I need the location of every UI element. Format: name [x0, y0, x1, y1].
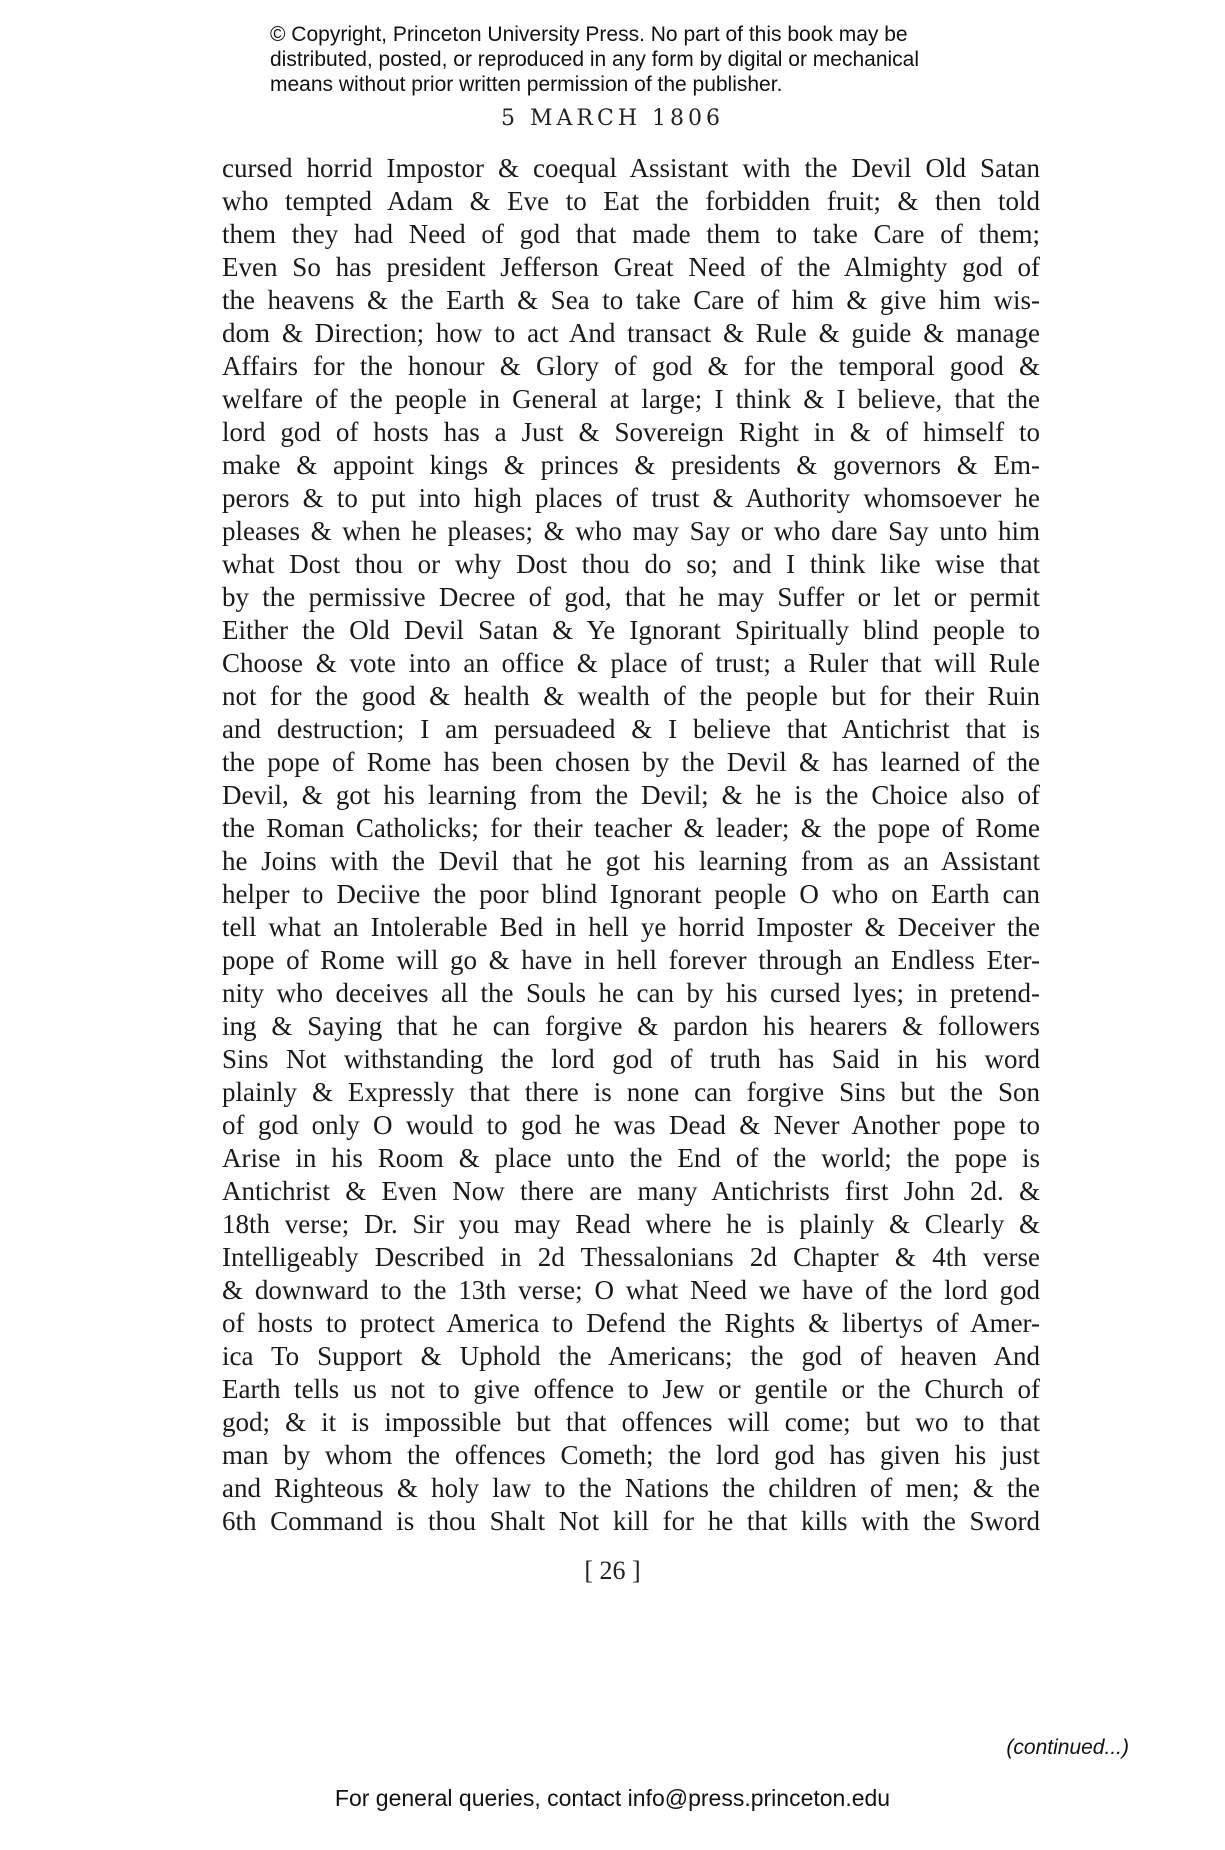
copyright-notice	[270, 22, 1030, 97]
page-number: [ 26 ]	[584, 1556, 641, 1585]
body-line: Devil, & got his learning from the Devil; & he is the Choice also of	[222, 780, 1040, 810]
body-line: 6th Command is thou Shalt Not kill for he that kills with the Sword	[222, 1506, 1040, 1536]
body-line: ica To Support & Uphold the Americans; the god of heaven And	[222, 1341, 1040, 1371]
copyright-line: means without prior written permission of the publisher.	[270, 73, 783, 96]
body-line: Either the Old Devil Satan & Ye Ignorant Spiritually blind people to	[222, 615, 1040, 645]
body-line: helper to Deciive the poor blind Ignorant people O who on Earth can	[222, 879, 1040, 909]
body-line: by the permissive Decree of god, that he may Suffer or let or permit	[222, 582, 1040, 612]
body-line: cursed horrid Impostor & coequal Assistant with the Devil Old Satan	[222, 153, 1040, 183]
letter-body	[222, 152, 1040, 1538]
body-line: not for the good & health & wealth of the people but for their Ruin	[222, 681, 1040, 711]
body-line: who tempted Adam & Eve to Eat the forbidden fruit; & then told	[222, 186, 1040, 216]
body-line: and destruction; I am persuadeed & I believe that Antichrist that is	[222, 714, 1040, 744]
body-line: lord god of hosts has a Just & Sovereign Right in & of himself to	[222, 417, 1040, 447]
body-line: the heavens & the Earth & Sea to take Care of him & give him wis-	[222, 285, 1040, 315]
body-line: them they had Need of god that made them to take Care of them;	[222, 219, 1040, 249]
body-line: 18th verse; Dr. Sir you may Read where he is plainly & Clearly &	[222, 1209, 1040, 1239]
body-line: tell what an Intolerable Bed in hell ye horrid Imposter & Deceiver the	[222, 912, 1040, 942]
body-line: make & appoint kings & princes & presidents & governors & Em-	[222, 450, 1040, 480]
body-line: perors & to put into high places of trust & Authority whomsoever he	[222, 483, 1040, 513]
body-line: man by whom the offences Cometh; the lord god has given his just	[222, 1440, 1040, 1470]
body-line: Choose & vote into an office & place of trust; a Ruler that will Rule	[222, 648, 1040, 678]
body-line: Even So has president Jefferson Great Need of the Almighty god of	[222, 252, 1040, 282]
body-line: plainly & Expressly that there is none can forgive Sins but the Son	[222, 1077, 1040, 1107]
body-line: pope of Rome will go & have in hell forever through an Endless Eter-	[222, 945, 1040, 975]
body-line: Antichrist & Even Now there are many Antichrists first John 2d. &	[222, 1176, 1040, 1206]
copyright-line: distributed, posted, or reproduced in any form by digital or mechanical	[270, 48, 920, 71]
body-line: pleases & when he pleases; & who may Say or who dare Say unto him	[222, 516, 1040, 546]
body-line: of god only O would to god he was Dead & Never Another pope to	[222, 1110, 1040, 1140]
body-line: dom & Direction; how to act And transact & Rule & guide & manage	[222, 318, 1040, 348]
body-line: Arise in his Room & place unto the End of the world; the pope is	[222, 1143, 1040, 1173]
body-line: what Dost thou or why Dost thou do so; and I think like wise that	[222, 549, 1040, 579]
body-line: the Roman Catholicks; for their teacher & leader; & the pope of Rome	[222, 813, 1040, 843]
body-line: welfare of the people in General at large; I think & I believe, that the	[222, 384, 1040, 414]
continued-note: (continued...)	[1006, 1736, 1129, 1759]
body-line: ing & Saying that he can forgive & pardon his hearers & followers	[222, 1011, 1040, 1041]
body-line: Intelligeably Described in 2d Thessalonians 2d Chapter & 4th verse	[222, 1242, 1040, 1272]
body-line: Affairs for the honour & Glory of god & for the temporal good &	[222, 351, 1040, 381]
body-line: and Righteous & holy law to the Nations the children of men; & the	[222, 1473, 1040, 1503]
body-line: the pope of Rome has been chosen by the Devil & has learned of the	[222, 747, 1040, 777]
running-head: 5 MARCH 1806	[501, 106, 724, 131]
body-line: Sins Not withstanding the lord god of truth has Said in his word	[222, 1044, 1040, 1074]
footer-contact: For general queries, contact info@press.princeton.edu	[334, 1785, 891, 1811]
body-line: he Joins with the Devil that he got his learning from as an Assistant	[222, 846, 1040, 876]
body-line: & downward to the 13th verse; O what Need we have of the lord god	[222, 1275, 1040, 1305]
body-line: of hosts to protect America to Defend the Rights & libertys of Amer-	[222, 1308, 1040, 1338]
body-line: god; & it is impossible but that offences will come; but wo to that	[222, 1407, 1040, 1437]
copyright-line: © Copyright, Princeton University Press. No part of this book may be	[270, 23, 908, 46]
body-line: nity who deceives all the Souls he can by his cursed lyes; in pretend-	[222, 978, 1040, 1008]
body-line: Earth tells us not to give offence to Jew or gentile or the Church of	[222, 1374, 1040, 1404]
